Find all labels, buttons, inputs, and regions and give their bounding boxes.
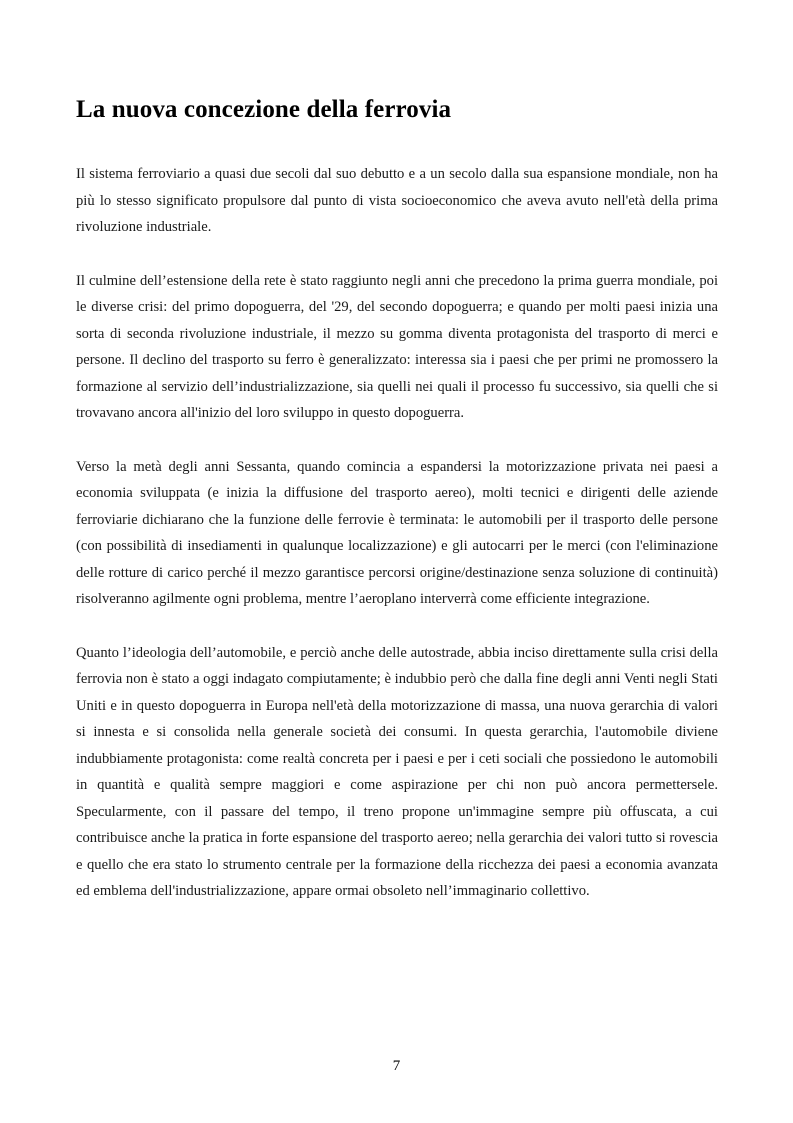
paragraph-3: Verso la metà degli anni Sessanta, quando comincia a espandersi la motorizzazione privata nei paesi a economia sviluppata (e inizia la diffusione del trasporto aereo), molti tecnici e dirigenti delle aziende ferroviarie dichiarano che la funzione delle ferrovie è terminata: le automobili per il trasporto delle persone (con possibilità di insediamenti in qualunque localizzazione) e gli autocarri per le merci (con l'eliminazione delle rotture di carico perché il mezzo garantisce percorsi origine/destinazione senza soluzione di continuità) risolveranno agilmente ogni problema, mentre l’aeroplano interverrà come efficiente integrazione.	[76, 458, 718, 607]
body-text	[76, 161, 718, 932]
page-number: 7	[392, 1058, 401, 1074]
paragraph-1: Il sistema ferroviario a quasi due secoli dal suo debutto e a un secolo dalla sua espansione mondiale, non ha più lo stesso significato propulsore dal punto di vista socioeconomico che aveva avuto nell'età della prima rivoluzione industriale.	[76, 166, 718, 235]
page-title: La nuova concezione della ferrovia	[76, 96, 452, 123]
paragraph-4: Quanto l’ideologia dell’automobile, e perciò anche delle autostrade, abbia inciso direttamente sulla crisi della ferrovia non è stato a oggi indagato compiutamente; è indubbio però che dalla fine degli anni Venti negli Stati Uniti e in questo dopoguerra in Europa nell'età della motorizzazione di massa, una nuova gerarchia di valori si innesta e si consolida nella generale società dei consumi. In questa gerarchia, l'automobile diviene indubbiamente protagonista: come realtà concreta per i paesi e per i ceti sociali che possiedono le automobili in quantità e qualità sempre maggiori e come aspirazione per chi non può ancora permettersele. Specularmente, con il passare del tempo, il treno propone un'immagine sempre più offuscata, a cui contribuisce anche la pratica in forte espansione del trasporto aereo; nella gerarchia dei valori tutto si rovescia e quello che era stato lo strumento centrale per la formazione della ricchezza dei paesi a economia avanzata ed emblema dell'industrializzazione, appare ormai obsoleto nell’immaginario collettivo.	[76, 644, 718, 899]
paragraph-2: Il culmine dell’estensione della rete è stato raggiunto negli anni che precedono la prima guerra mondiale, poi le diverse crisi: del primo dopoguerra, del '29, del secondo dopoguerra; e quando per molti paesi inizia una sorta di seconda rivoluzione industriale, il mezzo su gomma diventa protagonista del trasporto di merci e persone. Il declino del trasporto su ferro è generalizzato: interessa sia i paesi che per primi ne promossero la formazione al servizio dell’industrializzazione, sia quelli nei quali il processo fu successivo, sia quelli che si trovavano ancora all'inizio del loro sviluppo in questo dopoguerra.	[76, 272, 718, 421]
